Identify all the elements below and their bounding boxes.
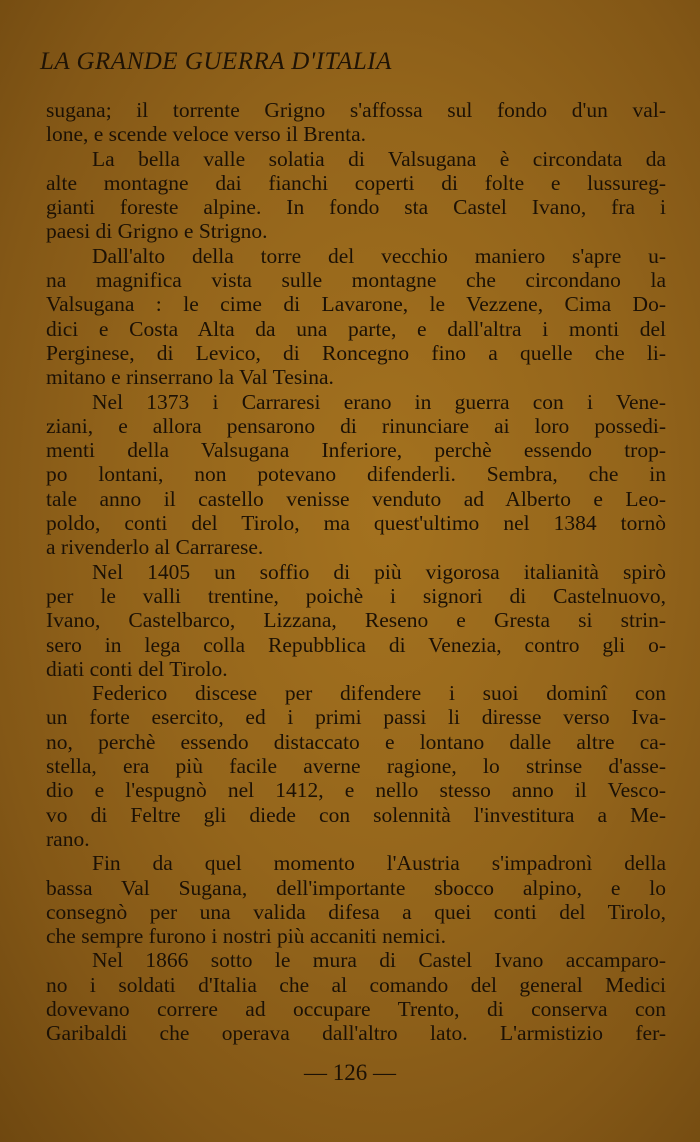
text-line: sero in lega colla Repubblica di Venezia, contro gli o- bbox=[46, 632, 666, 657]
text-line: alte montagne dai fianchi coperti di folte e lussureg- bbox=[46, 170, 666, 195]
text-line: poldo, conti del Tirolo, ma quest'ultimo nel 1384 tornò bbox=[46, 511, 666, 536]
text-line: che sempre furono i nostri più accaniti nemici. bbox=[46, 924, 447, 949]
text-line: ziani, e allora pensarono di rinunciare ai loro possedi- bbox=[46, 413, 666, 438]
text-line: vo di Feltre gli diede con solennità l'investitura a Me- bbox=[46, 802, 666, 827]
text-line: rano. bbox=[46, 826, 90, 851]
text-line: po lontani, non potevano difenderli. Sembra, che in bbox=[46, 462, 666, 487]
text-line: Ivano, Castelbarco, Lizzana, Reseno e Gresta si strin- bbox=[46, 608, 666, 633]
text-line: Dall'alto della torre del vecchio maniero s'apre u- bbox=[92, 243, 666, 268]
text-line: diati conti del Tirolo. bbox=[46, 656, 228, 681]
text-line: consegnò per una valida difesa a quei conti del Tirolo, bbox=[46, 899, 666, 924]
text-line: na magnifica vista sulle montagne che circondano la bbox=[46, 268, 666, 293]
text-line: a rivenderlo al Carrarese. bbox=[46, 535, 264, 560]
text-line: Perginese, di Levico, di Roncegno fino a quelle che li- bbox=[46, 340, 666, 365]
text-line: Fin da quel momento l'Austria s'impadronì della bbox=[92, 851, 666, 876]
text-line: no, perchè essendo distaccato e lontano dalle altre ca- bbox=[46, 729, 666, 754]
text-line: dio e l'espugnò nel 1412, e nello stesso anno il Vesco- bbox=[46, 778, 666, 803]
running-head: LA GRANDE GUERRA D'ITALIA bbox=[40, 48, 392, 75]
page-number: — 126 — bbox=[304, 1060, 396, 1085]
text-line: dici e Costa Alta da una parte, e dall'altra i monti del bbox=[46, 316, 666, 341]
text-line: sugana; il torrente Grigno s'affossa sul fondo d'un val- bbox=[46, 98, 666, 122]
text-line: Federico discese per difendere i suoi dominî con bbox=[92, 681, 666, 706]
text-line: stella, era più facile averne ragione, lo strinse d'asse- bbox=[46, 754, 666, 779]
text-line: no i soldati d'Italia che al comando del general Medici bbox=[46, 972, 666, 997]
text-line: La bella valle solatia di Valsugana è circondata da bbox=[92, 146, 666, 171]
body-text bbox=[46, 98, 666, 1046]
text-line: mitano e rinserrano la Val Tesina. bbox=[46, 365, 334, 390]
text-line: Garibaldi che operava dall'altro lato. L'armistizio fer- bbox=[46, 1021, 666, 1046]
text-line: Nel 1373 i Carraresi erano in guerra con i Vene- bbox=[92, 389, 666, 414]
text-line: per le valli trentine, poichè i signori di Castelnuovo, bbox=[46, 583, 666, 608]
text-line: bassa Val Sugana, dell'importante sbocco alpino, e lo bbox=[46, 875, 666, 900]
text-line: menti della Valsugana Inferiore, perchè essendo trop- bbox=[46, 438, 666, 463]
text-line: Valsugana : le cime di Lavarone, le Vezzene, Cima Do- bbox=[46, 292, 666, 317]
text-line: lone, e scende veloce verso il Brenta. bbox=[46, 122, 366, 147]
text-line: tale anno il castello venisse venduto ad Alberto e Leo- bbox=[46, 486, 666, 511]
text-line: un forte esercito, ed i primi passi li diresse verso Iva- bbox=[46, 705, 666, 730]
text-line: gianti foreste alpine. In fondo sta Castel Ivano, fra i bbox=[46, 195, 666, 220]
text-line: dovevano correre ad occupare Trento, di conserva con bbox=[46, 996, 666, 1021]
text-line: paesi di Grigno e Strigno. bbox=[46, 219, 268, 244]
text-line: Nel 1866 sotto le mura di Castel Ivano accamparo- bbox=[92, 948, 666, 973]
text-line: Nel 1405 un soffio di più vigorosa italianità spirò bbox=[92, 559, 666, 584]
